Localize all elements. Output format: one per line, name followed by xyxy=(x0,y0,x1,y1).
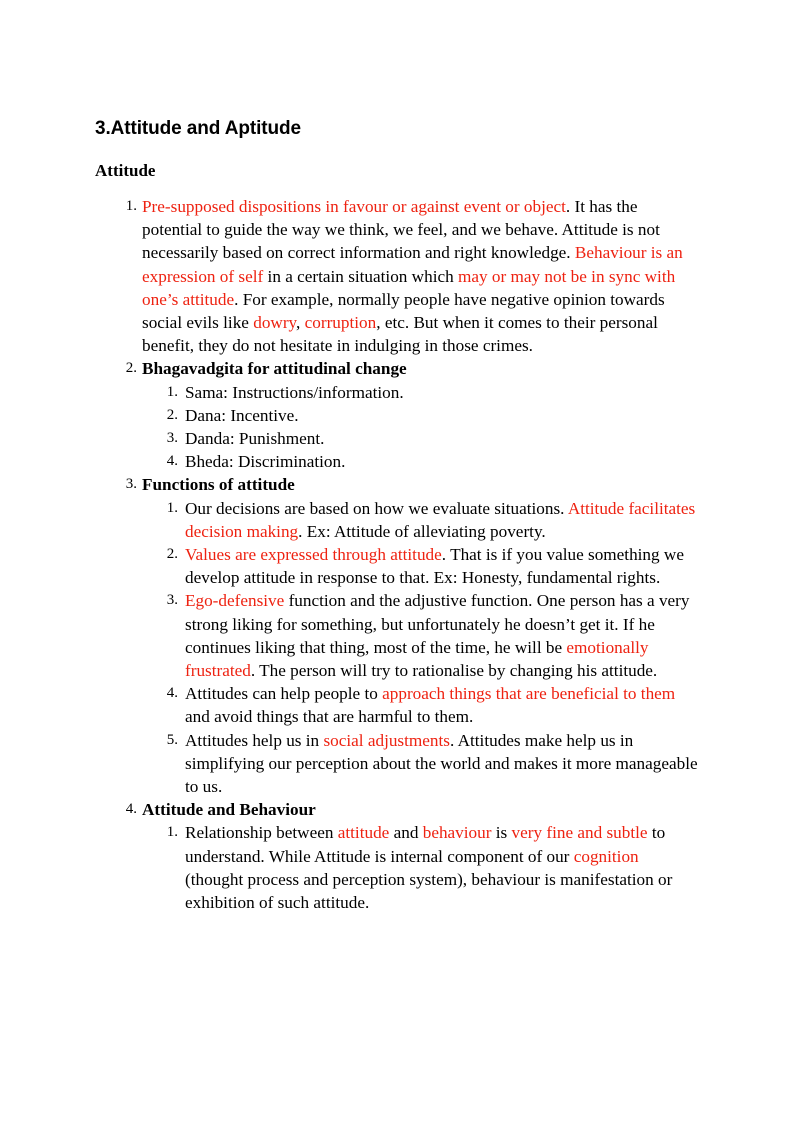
highlighted-text-run: social adjustments xyxy=(323,730,450,750)
outline-item xyxy=(95,798,700,914)
outline-item-heading xyxy=(142,357,700,380)
outline-item-text xyxy=(142,195,700,357)
list-marker: 2. xyxy=(125,360,137,377)
page-title: 3.Attitude and Aptitude xyxy=(95,118,301,139)
text-run: in a certain situation which xyxy=(263,266,458,286)
outline-subitem xyxy=(142,729,700,799)
highlighted-text-run: Ego-defensive xyxy=(185,591,285,611)
document-content xyxy=(95,118,700,914)
list-marker: 4. xyxy=(166,685,178,702)
text-run: and avoid things that are harmful to them. xyxy=(185,707,474,727)
list-marker: 1. xyxy=(125,198,137,214)
list-marker: 5. xyxy=(166,731,178,748)
list-marker: 1. xyxy=(166,499,178,516)
outline-subitem-text xyxy=(185,381,700,404)
list-marker: 2. xyxy=(166,546,178,563)
text-run: . Attitudes make help us in simplifying our perception about the world and makes it more manageable to us. xyxy=(185,730,698,797)
text-run: Danda: Punishment. xyxy=(185,429,325,449)
text-run: Attitude and Behaviour xyxy=(142,800,316,820)
highlighted-text-run: behaviour xyxy=(422,823,492,843)
outline-sublist xyxy=(142,497,700,799)
outline-subitem xyxy=(142,381,700,404)
text-run: . That is if you value something we develop attitude in response to that. Ex: Honesty, fundamental rights. xyxy=(185,545,684,588)
text-run: , xyxy=(296,313,305,333)
text-run: Attitudes help us in xyxy=(185,730,324,750)
outline-subitem xyxy=(142,543,700,589)
outline-item-heading xyxy=(142,473,700,496)
text-run: . For example, normally people have negative opinion towards social evils like xyxy=(142,289,665,333)
outline-subitem-text xyxy=(185,543,700,589)
outline-sublist xyxy=(142,381,700,474)
outline-list xyxy=(95,195,700,914)
text-run: , etc. But when it comes to their personal benefit, they do not hesitate in indulging in those crimes. xyxy=(142,313,658,356)
outline-subitem-text xyxy=(185,497,700,543)
outline-subitem xyxy=(142,450,700,473)
text-run: Sama: Instructions/information. xyxy=(185,382,404,402)
highlighted-text-run: cognition xyxy=(573,846,639,866)
text-run: Bhagavadgita for attitudinal change xyxy=(142,359,407,379)
outline-sublist xyxy=(142,821,700,914)
highlighted-text-run: Values are expressed through attitude xyxy=(185,545,442,565)
text-run: Dana: Incentive. xyxy=(185,405,299,425)
list-marker: 1. xyxy=(166,824,178,841)
outline-subitem-text xyxy=(185,427,700,450)
outline-subitem-text xyxy=(185,589,700,682)
list-marker: 3. xyxy=(125,476,137,493)
text-run: . It has the potential to guide the way we think, we feel, and we behave. Attitude is not necessarily based on correct information and right knowledge. xyxy=(142,197,660,263)
outline-subitem-text xyxy=(185,450,700,473)
text-run: to understand. While Attitude is internal component of our xyxy=(185,823,666,866)
outline-item xyxy=(95,195,700,357)
highlighted-text-run: emotionally frustrated xyxy=(185,637,649,681)
outline-item-heading xyxy=(142,798,700,821)
text-run: Relationship between xyxy=(185,823,338,843)
outline-subitem xyxy=(142,589,700,682)
highlighted-text-run: Behaviour is an expression of self xyxy=(142,243,683,286)
highlighted-text-run: attitude xyxy=(337,823,390,843)
text-run: Bheda: Discrimination. xyxy=(185,452,346,472)
list-marker: 4. xyxy=(125,801,137,818)
text-run: and xyxy=(389,823,423,843)
highlighted-text-run: approach things that are beneficial to them xyxy=(382,684,676,704)
outline-subitem xyxy=(142,427,700,450)
list-marker: 3. xyxy=(166,430,178,447)
list-marker: 3. xyxy=(166,592,178,609)
text-run: Our decisions are based on how we evaluate situations. xyxy=(185,498,568,518)
text-run: Functions of attitude xyxy=(142,475,295,495)
text-run: (thought process and perception system), behaviour is manifestation or exhibition of such attitude. xyxy=(185,869,673,913)
outline-item xyxy=(95,473,700,798)
text-run: Attitudes can help people to xyxy=(185,684,383,704)
section-subtitle-attitude: Attitude xyxy=(95,161,156,180)
highlighted-text-run: dowry xyxy=(253,313,297,333)
outline-subitem xyxy=(142,682,700,728)
text-run: . The person will try to rationalise by changing his attitude. xyxy=(250,661,658,681)
list-marker: 4. xyxy=(166,453,178,470)
outline-subitem xyxy=(142,821,700,914)
list-marker: 2. xyxy=(166,406,178,423)
highlighted-text-run: may or may not be in sync with one’s attitude xyxy=(142,266,676,309)
highlighted-text-run: very fine and subtle xyxy=(511,823,648,843)
outline-subitem-text xyxy=(185,821,700,914)
highlighted-text-run: Pre-supposed dispositions in favour or against event or object xyxy=(142,197,566,216)
outline-item xyxy=(95,357,700,473)
text-run: . Ex: Attitude of alleviating poverty. xyxy=(298,521,546,541)
outline-subitem-text xyxy=(185,729,700,799)
text-run: is xyxy=(491,823,512,843)
text-run: function and the adjustive function. One person has a very strong liking for something, but unfortunately he doesn’t get it. If he continues liking that thing, most of the time, he will be xyxy=(185,591,690,657)
outline-subitem xyxy=(142,497,700,543)
outline-subitem xyxy=(142,404,700,427)
highlighted-text-run: Attitude facilitates decision making xyxy=(185,498,696,541)
outline-subitem-text xyxy=(185,682,700,728)
list-marker: 1. xyxy=(166,383,178,400)
highlighted-text-run: corruption xyxy=(304,313,377,333)
outline-subitem-text xyxy=(185,404,700,427)
